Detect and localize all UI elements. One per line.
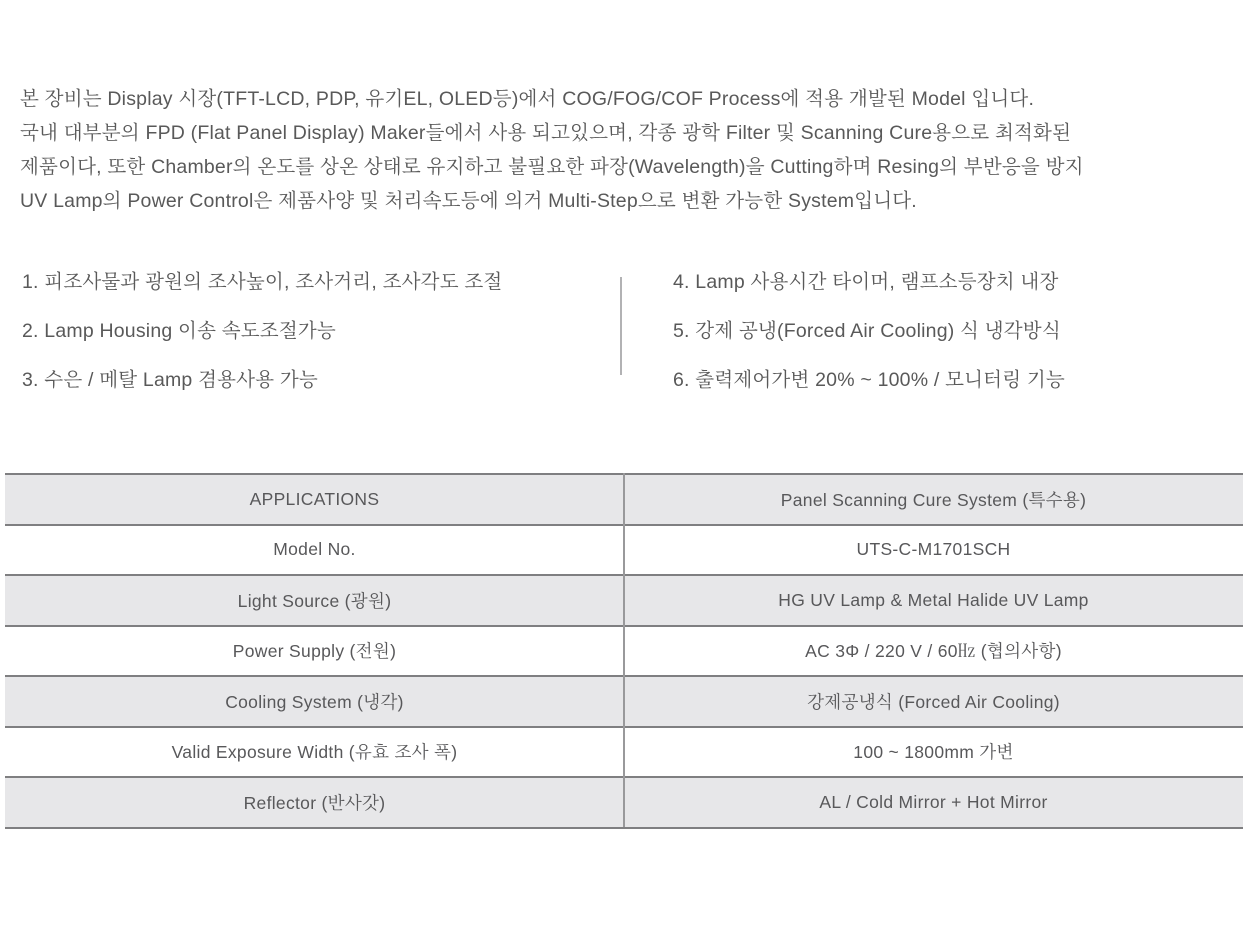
spec-value: UTS-C-M1701SCH (856, 539, 1011, 560)
feature-item-3: 3. 수은 / 메탈 Lamp 겸용사용 가능 (22, 369, 318, 391)
spec-value: HG UV Lamp & Metal Halide UV Lamp (778, 589, 1089, 610)
spec-value: AL / Cold Mirror + Hot Mirror (819, 791, 1048, 812)
spec-value: Panel Scanning Cure System (특수용) (780, 489, 1087, 510)
spec-table (5, 473, 1243, 829)
spec-label: Valid Exposure Width (유효 조사 폭) (171, 742, 458, 763)
feature-list-left-column (22, 270, 502, 417)
feature-item-4: 4. Lamp 사용시간 타이머, 램프소등장치 내장 (673, 271, 1059, 293)
intro-line-4: UV Lamp의 Power Control은 제품사양 및 처리속도등에 의거 Multi-Step으로 변환 가능한 System입니다. (20, 190, 917, 212)
spec-value: AC 3Φ / 220 V / 60㎐ (협의사항) (805, 641, 1062, 662)
spec-label: Light Source (광원) (237, 590, 392, 611)
spec-value: 강제공냉식 (Forced Air Cooling) (807, 691, 1060, 712)
intro-paragraph (20, 82, 1235, 218)
table-column-divider (623, 473, 625, 827)
intro-line-2: 국내 대부분의 FPD (Flat Panel Display) Maker들에서 사용 되고있으며, 각종 광학 Filter 및 Scanning Cure용으로 최적화된 (20, 122, 1072, 144)
intro-line-3: 제품이다, 또한 Chamber의 온도를 상온 상태로 유지하고 불필요한 파장(Wavelength)을 Cutting하며 Resing의 부반응을 방지 (20, 156, 1084, 178)
spec-value: 100 ~ 1800mm 가변 (853, 742, 1014, 763)
spec-label: Cooling System (냉각) (225, 691, 404, 712)
spec-label: Power Supply (전원) (232, 641, 397, 662)
spec-label: Reflector (반사갓) (243, 792, 386, 813)
feature-list-right-column (673, 270, 1065, 417)
spec-label: APPLICATIONS (249, 488, 380, 509)
feature-item-6: 6. 출력제어가변 20% ~ 100% / 모니터링 기능 (673, 369, 1065, 391)
feature-item-2: 2. Lamp Housing 이송 속도조절가능 (22, 320, 336, 342)
spec-label: Model No. (273, 539, 356, 560)
feature-list (0, 270, 1250, 390)
feature-item-5: 5. 강제 공냉(Forced Air Cooling) 식 냉각방식 (673, 320, 1061, 342)
intro-line-1: 본 장비는 Display 시장(TFT-LCD, PDP, 유기EL, OLED등)에서 COG/FOG/COF Process에 적용 개발된 Model 입니다. (20, 88, 1035, 110)
feature-columns-divider (620, 277, 622, 375)
feature-item-1: 1. 피조사물과 광원의 조사높이, 조사거리, 조사각도 조절 (22, 271, 503, 293)
